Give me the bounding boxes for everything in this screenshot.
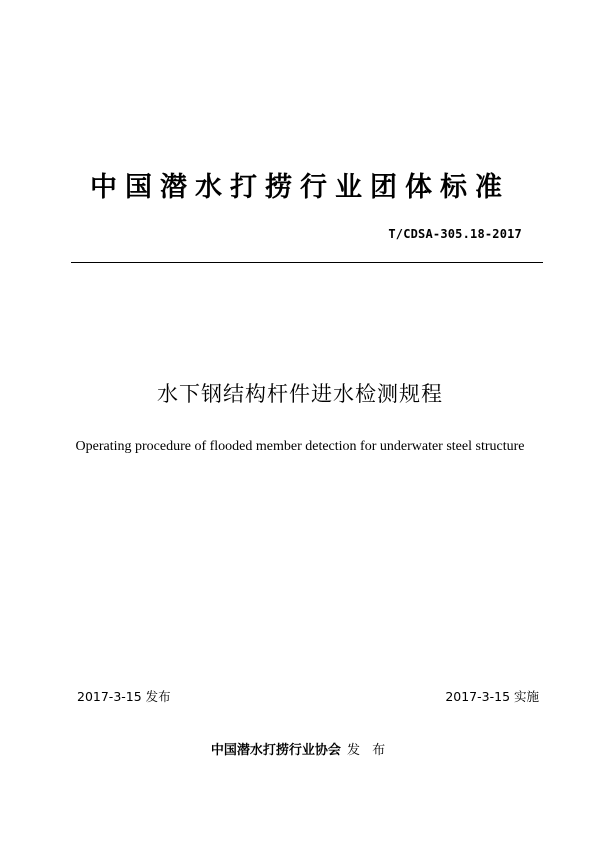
release-date: 2017-3-15 发布: [77, 689, 171, 704]
standard-code: T/CDSA-305.18-2017: [388, 227, 522, 241]
publisher-action: 发 布: [346, 743, 390, 758]
publisher-line: [0, 741, 600, 761]
publisher-name: 中国潜水打捞行业协会: [210, 743, 341, 758]
header-divider-line: [71, 262, 543, 263]
organization-standard-title: 中国潜水打捞行业团体标准: [90, 172, 510, 203]
document-title-english: Operating procedure of flooded member detection for underwater steel structure: [75, 439, 525, 454]
dates-row: [77, 687, 539, 707]
implementation-date: 2017-3-15 实施: [445, 689, 539, 704]
document-title-chinese: 水下钢结构杆件进水检测规程: [157, 382, 443, 406]
